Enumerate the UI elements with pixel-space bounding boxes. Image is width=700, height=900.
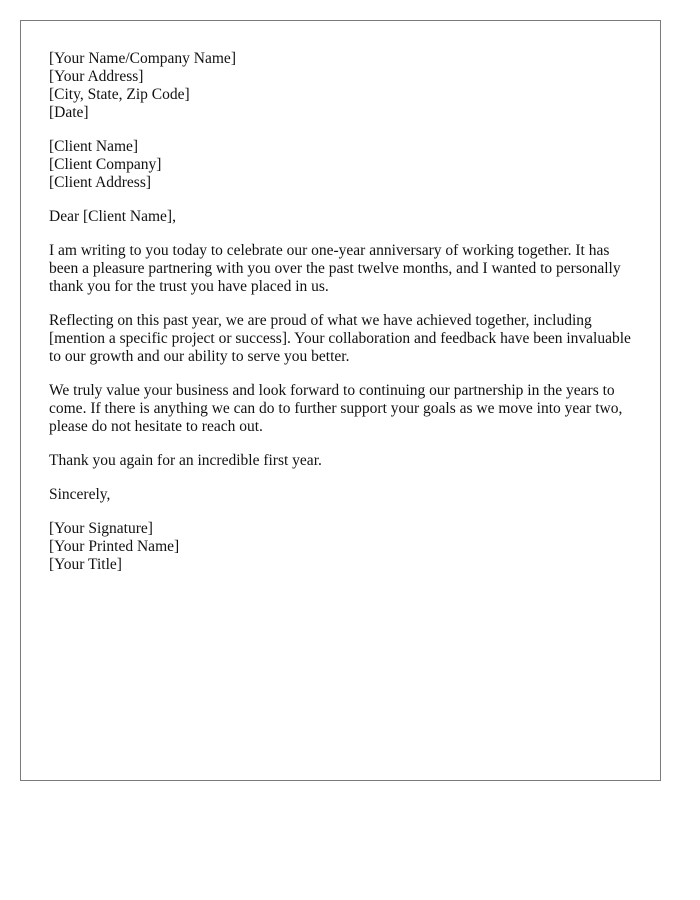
recipient-address: [Client Address]: [49, 174, 152, 191]
signature-line: [Your Signature]: [49, 520, 153, 537]
body-paragraph-3: We truly value your business and look forward to continuing our partnership in the years to come. If there is anything we can do to further support your goals as we move into year two, please do not hesitate to reach out.: [49, 382, 623, 435]
sender-name: [Your Name/Company Name]: [49, 50, 236, 67]
printed-name: [Your Printed Name]: [49, 538, 180, 555]
signer-title: [Your Title]: [49, 556, 122, 573]
recipient-company: [Client Company]: [49, 156, 162, 173]
signature-block: [49, 520, 639, 574]
recipient-block: [49, 138, 639, 192]
letter-date: [Date]: [49, 104, 89, 121]
sender-block: [49, 50, 639, 122]
body-paragraph-4: Thank you again for an incredible first year.: [49, 452, 322, 469]
closing: Sincerely,: [49, 486, 111, 503]
letter-page: [20, 20, 661, 781]
sender-address: [Your Address]: [49, 68, 144, 85]
sender-city-state-zip: [City, State, Zip Code]: [49, 86, 190, 103]
letter-content: [49, 50, 639, 574]
body-paragraph-2: Reflecting on this past year, we are proud of what we have achieved together, including [mention a specific project or success]. Your collaboration and feedback have been invaluable to our growth and our ability to serve you better.: [49, 312, 631, 365]
recipient-name: [Client Name]: [49, 138, 139, 155]
salutation: Dear [Client Name],: [49, 208, 176, 225]
body-paragraph-1: I am writing to you today to celebrate our one-year anniversary of working together. It has been a pleasure partnering with you over the past twelve months, and I wanted to personally thank you for the trust you have placed in us.: [49, 242, 621, 295]
